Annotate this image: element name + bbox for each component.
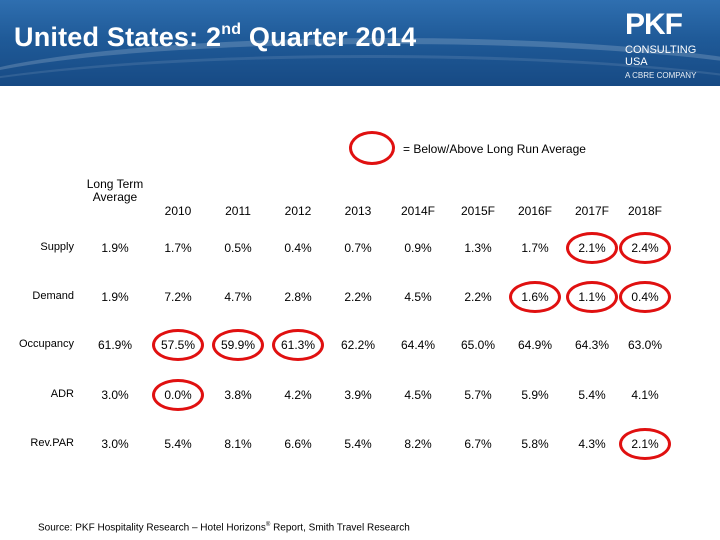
table-cell: 3.0%: [101, 437, 129, 451]
table-cell: 64.4%: [400, 338, 436, 352]
title-text: United States: 2: [14, 22, 222, 52]
table-cell: 64.9%: [517, 338, 553, 352]
table-cell: 2.2%: [344, 290, 372, 304]
row-label: ADR: [50, 388, 74, 400]
table-cell: 2.8%: [284, 290, 312, 304]
table-cell: 3.8%: [224, 388, 252, 402]
table-cell: 6.6%: [284, 437, 312, 451]
table-cell: 4.7%: [224, 290, 252, 304]
table-cell: 1.9%: [101, 241, 129, 255]
table-cell: 5.8%: [521, 437, 549, 451]
title-text-rest: Quarter 2014: [241, 22, 417, 52]
table-cell: 65.0%: [460, 338, 496, 352]
table-cell: 0.0%: [164, 388, 192, 402]
table-cell: 3.0%: [101, 388, 129, 402]
legend-circle: [349, 131, 395, 165]
table-cell: 1.6%: [521, 290, 549, 304]
column-header: 2011: [225, 204, 251, 218]
table-cell: 2.1%: [578, 241, 606, 255]
table-cell: 0.7%: [344, 241, 372, 255]
row-label: Occupancy: [18, 338, 74, 350]
table-cell: 8.1%: [224, 437, 252, 451]
table-cell: 5.4%: [578, 388, 606, 402]
slide-title: [14, 22, 416, 53]
table-cell: 63.0%: [627, 338, 663, 352]
table-cell: 2.2%: [464, 290, 492, 304]
pkf-logo: [625, 10, 715, 81]
table-cell: 4.1%: [631, 388, 659, 402]
table-cell: 1.7%: [164, 241, 192, 255]
column-header: 2018F: [627, 204, 663, 218]
table-cell: 62.2%: [340, 338, 376, 352]
table-cell: 0.4%: [631, 290, 659, 304]
table-cell: 0.9%: [404, 241, 432, 255]
table-cell: 2.4%: [631, 241, 659, 255]
table-cell: 6.7%: [464, 437, 492, 451]
row-label: Demand: [32, 290, 74, 302]
table-cell: 5.4%: [344, 437, 372, 451]
row-label: Supply: [40, 241, 74, 253]
table-cell: 61.3%: [280, 338, 316, 352]
table-cell: 0.4%: [284, 241, 312, 255]
table-cell: 1.9%: [101, 290, 129, 304]
table-cell: 1.1%: [578, 290, 606, 304]
source-text: Source: PKF Hospitality Research – Hotel Horizons: [38, 522, 266, 534]
table-cell: 57.5%: [160, 338, 196, 352]
column-header: 2016F: [517, 204, 553, 218]
source-note: [38, 522, 410, 533]
column-header: 2017F: [574, 204, 610, 218]
table-cell: 1.3%: [464, 241, 492, 255]
table-cell: 5.7%: [464, 388, 492, 402]
title-superscript: nd: [221, 21, 242, 38]
table-cell: 4.3%: [578, 437, 606, 451]
table-cell: 4.5%: [404, 290, 432, 304]
table-cell: 3.9%: [344, 388, 372, 402]
table-cell: 5.9%: [521, 388, 549, 402]
registered-mark: ®: [265, 522, 271, 528]
table-cell: 4.5%: [404, 388, 432, 402]
table-cell: 4.2%: [284, 388, 312, 402]
column-header: 2014F: [400, 204, 436, 218]
table-cell: 2.1%: [631, 437, 659, 451]
row-label: Rev.PAR: [30, 437, 74, 449]
table-cell: 59.9%: [220, 338, 256, 352]
logo-mark: PKF: [625, 8, 682, 41]
table-cell: 0.5%: [224, 241, 252, 255]
source-text-rest: Report, Smith Travel Research: [270, 522, 410, 534]
legend-text: = Below/Above Long Run Average: [403, 142, 586, 156]
table-cell: 5.4%: [164, 437, 192, 451]
logo-line: CONSULTING: [625, 44, 697, 56]
column-header: 2015F: [460, 204, 496, 218]
column-header: 2012: [284, 204, 312, 218]
table-cell: 61.9%: [97, 338, 133, 352]
table-cell: 1.7%: [521, 241, 549, 255]
column-header: 2013: [344, 204, 372, 218]
slide-header: [0, 0, 720, 86]
column-header: 2010: [164, 204, 192, 218]
column-header: Long Term Average: [86, 177, 144, 204]
logo-line: USA: [625, 56, 648, 68]
logo-line: A CBRE COMPANY: [625, 71, 697, 80]
table-cell: 8.2%: [404, 437, 432, 451]
table-cell: 7.2%: [164, 290, 192, 304]
table-cell: 64.3%: [574, 338, 610, 352]
